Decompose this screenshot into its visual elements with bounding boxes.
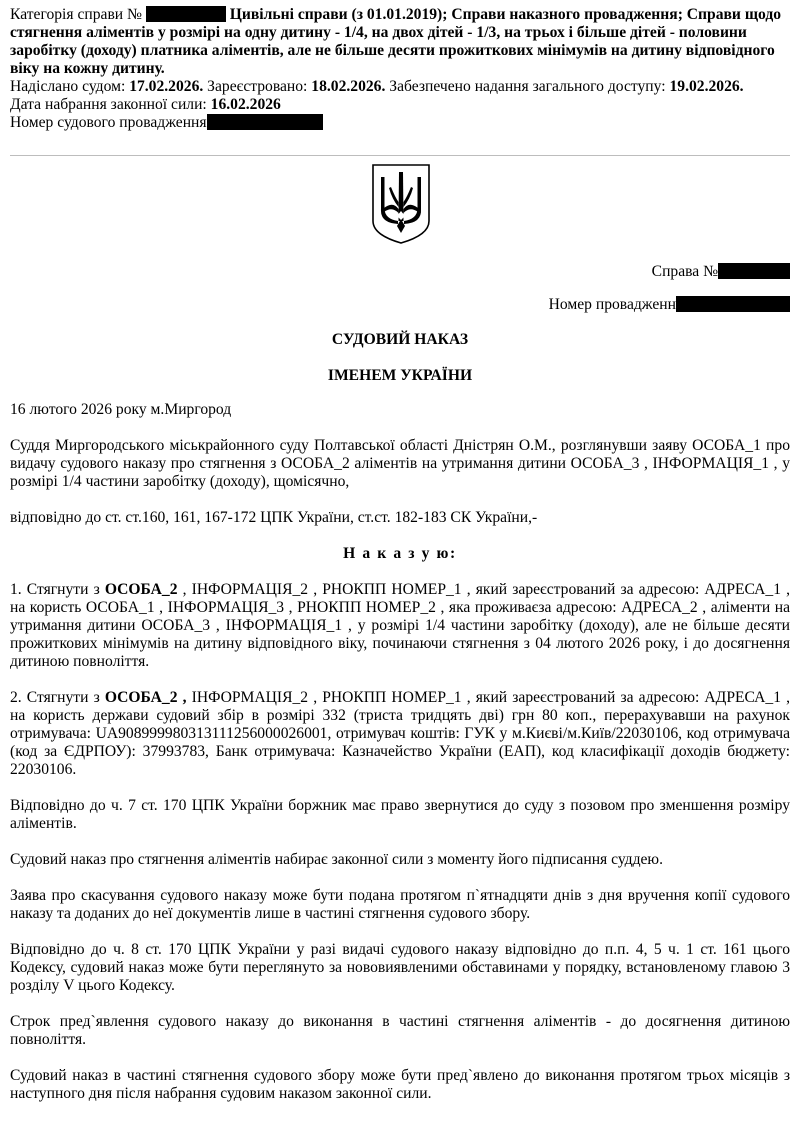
sent-label: Надіслано судом: bbox=[10, 78, 126, 95]
legal-basis: відповідно до ст. ст.160, 161, 167-172 ЦПК України, ст.ст. 182-183 СК України,- bbox=[10, 509, 538, 526]
intro-paragraph: Суддя Миргородського міськрайонного суду Полтавської області Дністрян О.М., розглянувши заяву ОСОБА_1 про видачу судового наказу про стягнення з ОСОБА_2 аліментів на утримання дитини ОСОБА_3 , ІНФОРМАЦІЯ_1 , у розмірі 1/4 частини заробітку (доходу), щомісячно, bbox=[10, 437, 790, 490]
trident-coat-of-arms-icon bbox=[371, 163, 431, 245]
proceeding-number-right bbox=[549, 296, 790, 314]
paragraph: Строк пред`явлення судового наказу до виконання в частині стягнення аліментів - до досягнення дитиною повноліття. bbox=[10, 1013, 790, 1048]
paragraph: Судовий наказ про стягнення аліментів набирає законної сили з моменту його підписання суддею. bbox=[10, 851, 663, 868]
redacted-proceeding-number bbox=[207, 114, 323, 130]
effective-date-line bbox=[10, 96, 790, 114]
case-number-line bbox=[652, 263, 790, 281]
dates-line bbox=[10, 78, 790, 96]
order-heading: Н а к а з у ю: bbox=[343, 545, 457, 562]
proceeding-number-line bbox=[10, 114, 790, 132]
date-place: 16 лютого 2026 року м.Миргород bbox=[10, 401, 232, 418]
effective-date: 16.02.2026 bbox=[210, 96, 281, 113]
case-label: Справа № bbox=[651, 263, 718, 280]
category-label: Категорія справи № bbox=[10, 6, 142, 23]
paragraph: Відповідно до ч. 7 ст. 170 ЦПК України боржник має право звернутися до суду з позовом про зменшення розміру аліментів. bbox=[10, 797, 790, 832]
document-subtitle: ІМЕНЕМ УКРАЇНИ bbox=[327, 367, 473, 384]
redacted-proceeding-number-right bbox=[676, 296, 790, 312]
proceeding-number-label: Номер провадженн bbox=[548, 296, 676, 313]
access-date: 19.02.2026. bbox=[669, 78, 744, 95]
redacted-case-number bbox=[146, 6, 226, 22]
document-metadata bbox=[10, 6, 790, 132]
access-label: Забезпечено надання загального доступу: bbox=[389, 78, 666, 95]
order-item-2: 2. Стягнути з ОСОБА_2 , ІНФОРМАЦІЯ_2 , РНОКПП НОМЕР_1 , який зареєстрований за адресою: АДРЕСА_1 , на користь держави судовий збір в розмірі 332 (триста тридцять дві) грн 80 коп., перерахувавши на рахунок отримувача: UA908999980313111256000026001, отримувач коштів: ГУК у м.Києві/м.Київ/22030106, код отримувача (код за ЄДРПОУ): 37993783, Банк отримувача: Казначейство України (ЕАП), код класифікації доходів бюджету: 22030106. bbox=[10, 689, 790, 778]
effective-label: Дата набрання законної сили: bbox=[10, 96, 207, 113]
order-item-1: 1. Стягнути з ОСОБА_2 , ІНФОРМАЦІЯ_2 , РНОКПП НОМЕР_1 , який зареєстрований за адресою: АДРЕСА_1 , на користь ОСОБА_1 , ІНФОРМАЦІЯ_3 , РНОКПП НОМЕР_2 , яка проживаєза адресою: АДРЕСА_2 , аліменти на утримання дитини ОСОБА_3 , ІНФОРМАЦІЯ_1 , у розмірі 1/4 частини заробітку (доходу), але не більше десяти прожиткових мінімумів на дитину відповідного віку, починаючи стягнення з 04 лютого 2026 року, і до досягнення дитиною повноліття. bbox=[10, 581, 790, 670]
registered-date: 18.02.2026. bbox=[311, 78, 386, 95]
category-text: Цивільні справи (з 01.01.2019); Справи наказного провадження; Справи щодо стягнення аліментів у розмірі на одну дитину - 1/4, на двох дітей - 1/3, на трьох і більше дітей - половини заробітку (доходу) платника аліментів, але не більше десяти прожиткових мінімумів на дитину відповідного віку на кожну дитину. bbox=[10, 6, 782, 77]
document-body bbox=[10, 401, 790, 1103]
paragraph: Відповідно до ч. 8 ст. 170 ЦПК України у разі видачі судового наказу відповідно до п.п. 4, 5 ч. 1 ст. 161 цього Кодексу, судовий наказ може бути переглянуто за нововиявленими обставинами у порядку, встановленому главою 3 розділу V цього Кодексу. bbox=[10, 941, 790, 994]
redacted-case-number-right bbox=[718, 263, 790, 279]
proceeding-label: Номер судового провадження bbox=[10, 114, 207, 131]
paragraph: Судовий наказ в частині стягнення судового збору може бути пред`явлено до виконання протягом трьох місяців з наступного дня після набрання судовим наказом законної сили. bbox=[10, 1067, 790, 1102]
case-category bbox=[10, 6, 790, 78]
document-title: СУДОВИЙ НАКАЗ bbox=[331, 331, 469, 348]
sent-date: 17.02.2026. bbox=[129, 78, 204, 95]
registered-label: Зареєстровано: bbox=[207, 78, 308, 95]
header-divider bbox=[10, 155, 790, 156]
paragraph: Заява про скасування судового наказу може бути подана протягом п`ятнадцяти днів з дня вручення копії судового наказу та доданих до неї документів лише в частині стягнення судового збору. bbox=[10, 887, 790, 922]
